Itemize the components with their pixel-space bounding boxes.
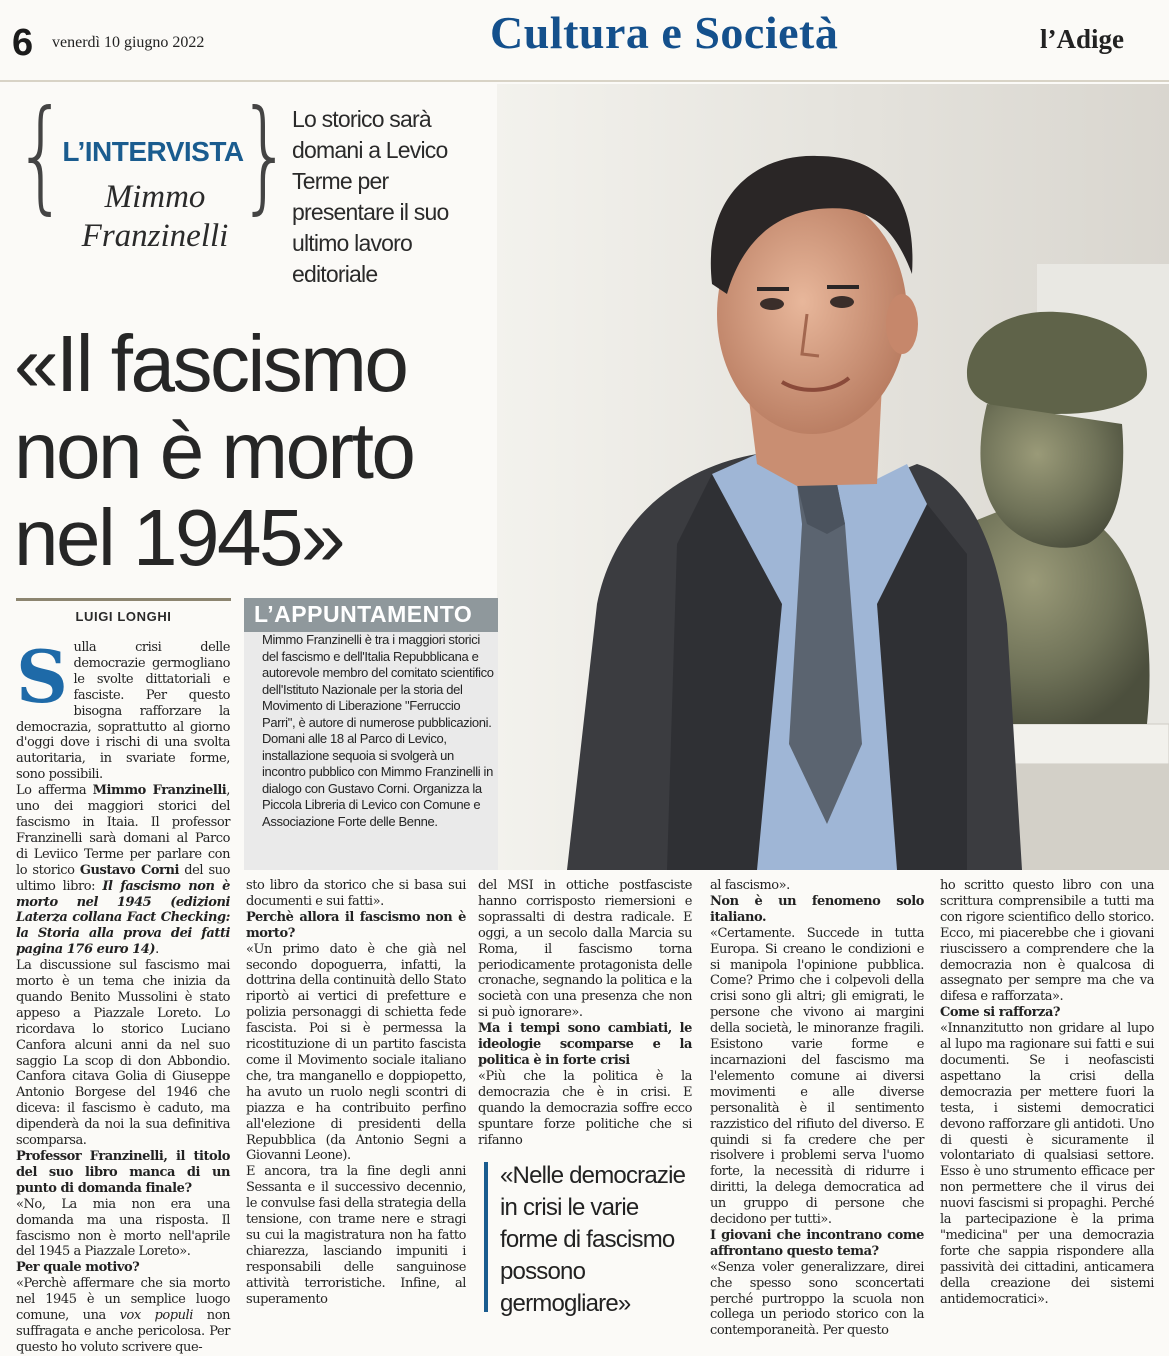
article-column-4 <box>710 878 924 1339</box>
paragraph: «Più che la politica è la democrazia che è in crisi. E quando la democrazia soffre ecco spuntare forze politiche che si rifanno <box>478 1068 692 1148</box>
interview-question: Non è un fenomeno solo italiano. <box>710 893 924 925</box>
byline: LUIGI LONGHI <box>75 609 172 624</box>
person-name: Mimmo Franzinelli <box>92 783 227 799</box>
text-span: «Perchè affermare che sia morto nel 1945 è un semplice luogo comune, una <box>16 1276 230 1324</box>
interviewee-first-name: Mimmo <box>104 179 206 215</box>
paragraph: del MSI in ottiche postfasciste hanno corrisposto riemersioni e soprassalti di destra radicale. E oggi, a un secolo dalla Marcia su Roma, il fascismo torna periodicamente protagonista delle cronache, segnando la politica e la società con una presenza che non si può ignorare». <box>478 878 692 1021</box>
paragraph: ho scritto questo libro con una scrittura comprensibile a tutti ma con rigore scientifico dello storico. Ecco, mi piacerebbe che i giovani riuscissero a comprendere che la democrazia non è qualcosa di assegnato per sempre ma che va difesa e rafforzata». <box>940 878 1154 1005</box>
event-box-text: Mimmo Franzinelli è tra i maggiori storici del fascismo e dell'Italia Repubblicana e autorevole membro del comitato scientifico dell'Istituto Nazionale per la storia del Movimento di Liberazione "Ferruccio Parri", è autore di numerose pubblicazioni. Domani alle 18 al Parco di Levico, installazione sequoia si svolgerà un incontro pubblico con Mimmo Franzinelli in dialogo con Gustavo Corni. Organizza la Piccola Libreria di Levico con Comune e Associazione Forte delle Benne. <box>262 632 494 829</box>
event-box-title: L’APPUNTAMENTO <box>254 601 473 627</box>
page-number: 6 <box>12 22 34 64</box>
book-title: Il fascismo non è morto nel 1945 (edizioni Laterza collana Fact Checking: la Storia alla prova dei fatti pagina 176 euro 14) <box>16 878 230 958</box>
paragraph: ulla crisi delle democrazie germogliano le svolte dittatoriali e fasciste. Per questo bisogna rafforzare la democrazia, soprattutto al giorno d'oggi dove i rischi di una svolta autoritaria, in svariate forme, sono possibili. <box>16 640 230 783</box>
paragraph: «Certamente. Succede in tutta Europa. Si creano le condizioni e si manipola l'opinione pubblica. Come? Primo che i colpevoli della crisi sono gli altri; gli emigrati, le persone che vivono ai margini della società, le minoranze fragili. Esistono varie forme e incarnazioni del fascismo ma l'elemento comune ai diversi movimenti e alle diverse personalità è il sentimento razzistico del rifiuto del diverso. E quindi si fa credere che per risolvere i problemi serva l'uomo forte, la necessità di ridurre i diritti, la delega democratica ad un gruppo di persone che decidono per tutti». <box>710 925 924 1228</box>
person-name: Gustavo Corni <box>79 862 179 878</box>
text-span: del suo ultimo libro: <box>16 862 230 894</box>
paragraph: «Senza voler generalizzare, direi che spesso sono sconcertati perché purtroppo la scuola non collega un periodo storico con la contemporaneità. Per questo <box>710 1259 924 1339</box>
paragraph: «Un primo dato è che già nel secondo dopoguerra, infatti, la dottrina della continuità dello Stato riportò ai vertici di prefetture e polizia personaggi di schietta fede fascista. Poi si è permessa la ricostituzione di un partito fascista come il Movimento sociale italiano che, tra manganello e doppiopetto, ha avuto un ruolo negli scontri di piazza e ha contribuito perfino all'elezione di presidenti della Repubblica (da Antonio Segni a Giovanni Leone). <box>246 941 466 1164</box>
text-span: non suffragata e anche pericolosa. Per questo ho voluto scrivere que- <box>16 1308 230 1355</box>
interview-question: Perchè allora il fascismo non è morto? <box>246 909 466 941</box>
portrait-photo <box>497 84 1169 870</box>
article-column-3 <box>478 878 692 1148</box>
headline-line-2: non è morto <box>14 406 414 495</box>
newspaper-logo: l’Adige <box>1040 24 1124 54</box>
paragraph: al fascismo». <box>710 878 790 893</box>
portrait-illustration <box>497 84 1169 870</box>
interview-question: I giovani che incontrano come affrontano questo tema? <box>710 1227 924 1259</box>
article-column-1 <box>16 634 230 1356</box>
paragraph: La discussione sul fascismo mai morto è un tema che inizia da quando Benito Mussolini è stato appeso a Piazzale Loreto. Lo ricordava lo storico Luciano Canfora alcuni anni da nel suo saggio La scop di don Abbondio. Canfora citava Golia di Giuseppe Antonio Borgese del 1946 che diceva: il fascismo è caduto, ma dipenderà da noi la sua definitiva scomparsa. <box>16 958 230 1149</box>
interviewee-name <box>50 178 260 256</box>
section-title: Cultura e Società <box>490 7 839 58</box>
drop-cap: S <box>16 634 68 719</box>
paragraph: sto libro da storico che si basa sui documenti e sui fatti». <box>246 878 466 909</box>
left-brace-icon: { <box>14 84 69 226</box>
interview-question: Per quale motivo? <box>16 1260 140 1276</box>
headline-line-1: «Il fascismo <box>14 319 407 408</box>
interview-kicker: L’INTERVISTA <box>62 136 244 167</box>
paragraph: E ancora, tra la fine degli anni Sessanta e il successivo decennio, le convulse fasi della strategia della tensione, con trame nere e stragi su cui la magistratura non ha fatto chiarezza, lasciando impuniti i responsabili delle sanguinose attività terroristiche. Infine, al superamento <box>246 1164 466 1307</box>
paragraph: «No, La mia non era una domanda ma una risposta. Il fascismo non è morto nell'aprile del 1945 a Piazzale Loreto». <box>16 1196 230 1260</box>
byline-rule <box>16 598 231 601</box>
interview-question: Professor Franzinelli, il titolo del suo libro manca di un punto di domanda finale? <box>16 1149 230 1196</box>
header-divider <box>0 80 1169 82</box>
paragraph: «Innanzitutto non gridare al lupo al lupo ma ragionare sui fatti e sui documenti. Se i neofascisti aspettano la crisi della democrazia per mettere fuori la testa, i sistemi democratici devono rafforzare gli antidoti. Uno di questi è sicuramente il volontariato di qualsiasi settore. Esso è uno strumento efficace per non permettere che il virus dei nuovi fascismi si propaghi. Perché la partecipazione è la prima "medicina" per una democrazia forte che sappia rispondere alla passività dei cittadini, anticamera della creazione dei sistemi antidemocratici». <box>940 1021 1154 1307</box>
interview-question: Ma i tempi sono cambiati, le ideologie scomparse e la politica è in forte crisi <box>478 1021 692 1068</box>
issue-date: venerdì 10 giugno 2022 <box>52 34 205 51</box>
right-brace-icon: } <box>238 84 293 226</box>
headline-line-3: nel 1945» <box>14 493 343 582</box>
text-span: . <box>155 942 159 958</box>
text-span: , uno dei maggiori storici del fascismo in Itaia. Il professor Franzinelli sarà domani al Parco di Leviico Terme per parlare con lo storico <box>16 783 230 878</box>
italic-phrase: vox populi <box>119 1308 193 1324</box>
interviewee-last-name: Franzinelli <box>81 218 229 254</box>
article-deck: Lo storico sarà domani a Levico Terme per presentare il suo ultimo lavoro editoriale <box>292 106 449 287</box>
pull-quote-rule <box>484 1162 488 1312</box>
article-column-2 <box>246 878 466 1307</box>
article-column-5 <box>940 878 1154 1307</box>
interview-question: Come si rafforza? <box>940 1005 1061 1021</box>
text-span: Lo afferma <box>16 783 93 799</box>
article-headline <box>14 320 494 581</box>
pull-quote: «Nelle democrazie in crisi le varie forme di fascismo possono germogliare» <box>500 1162 686 1317</box>
